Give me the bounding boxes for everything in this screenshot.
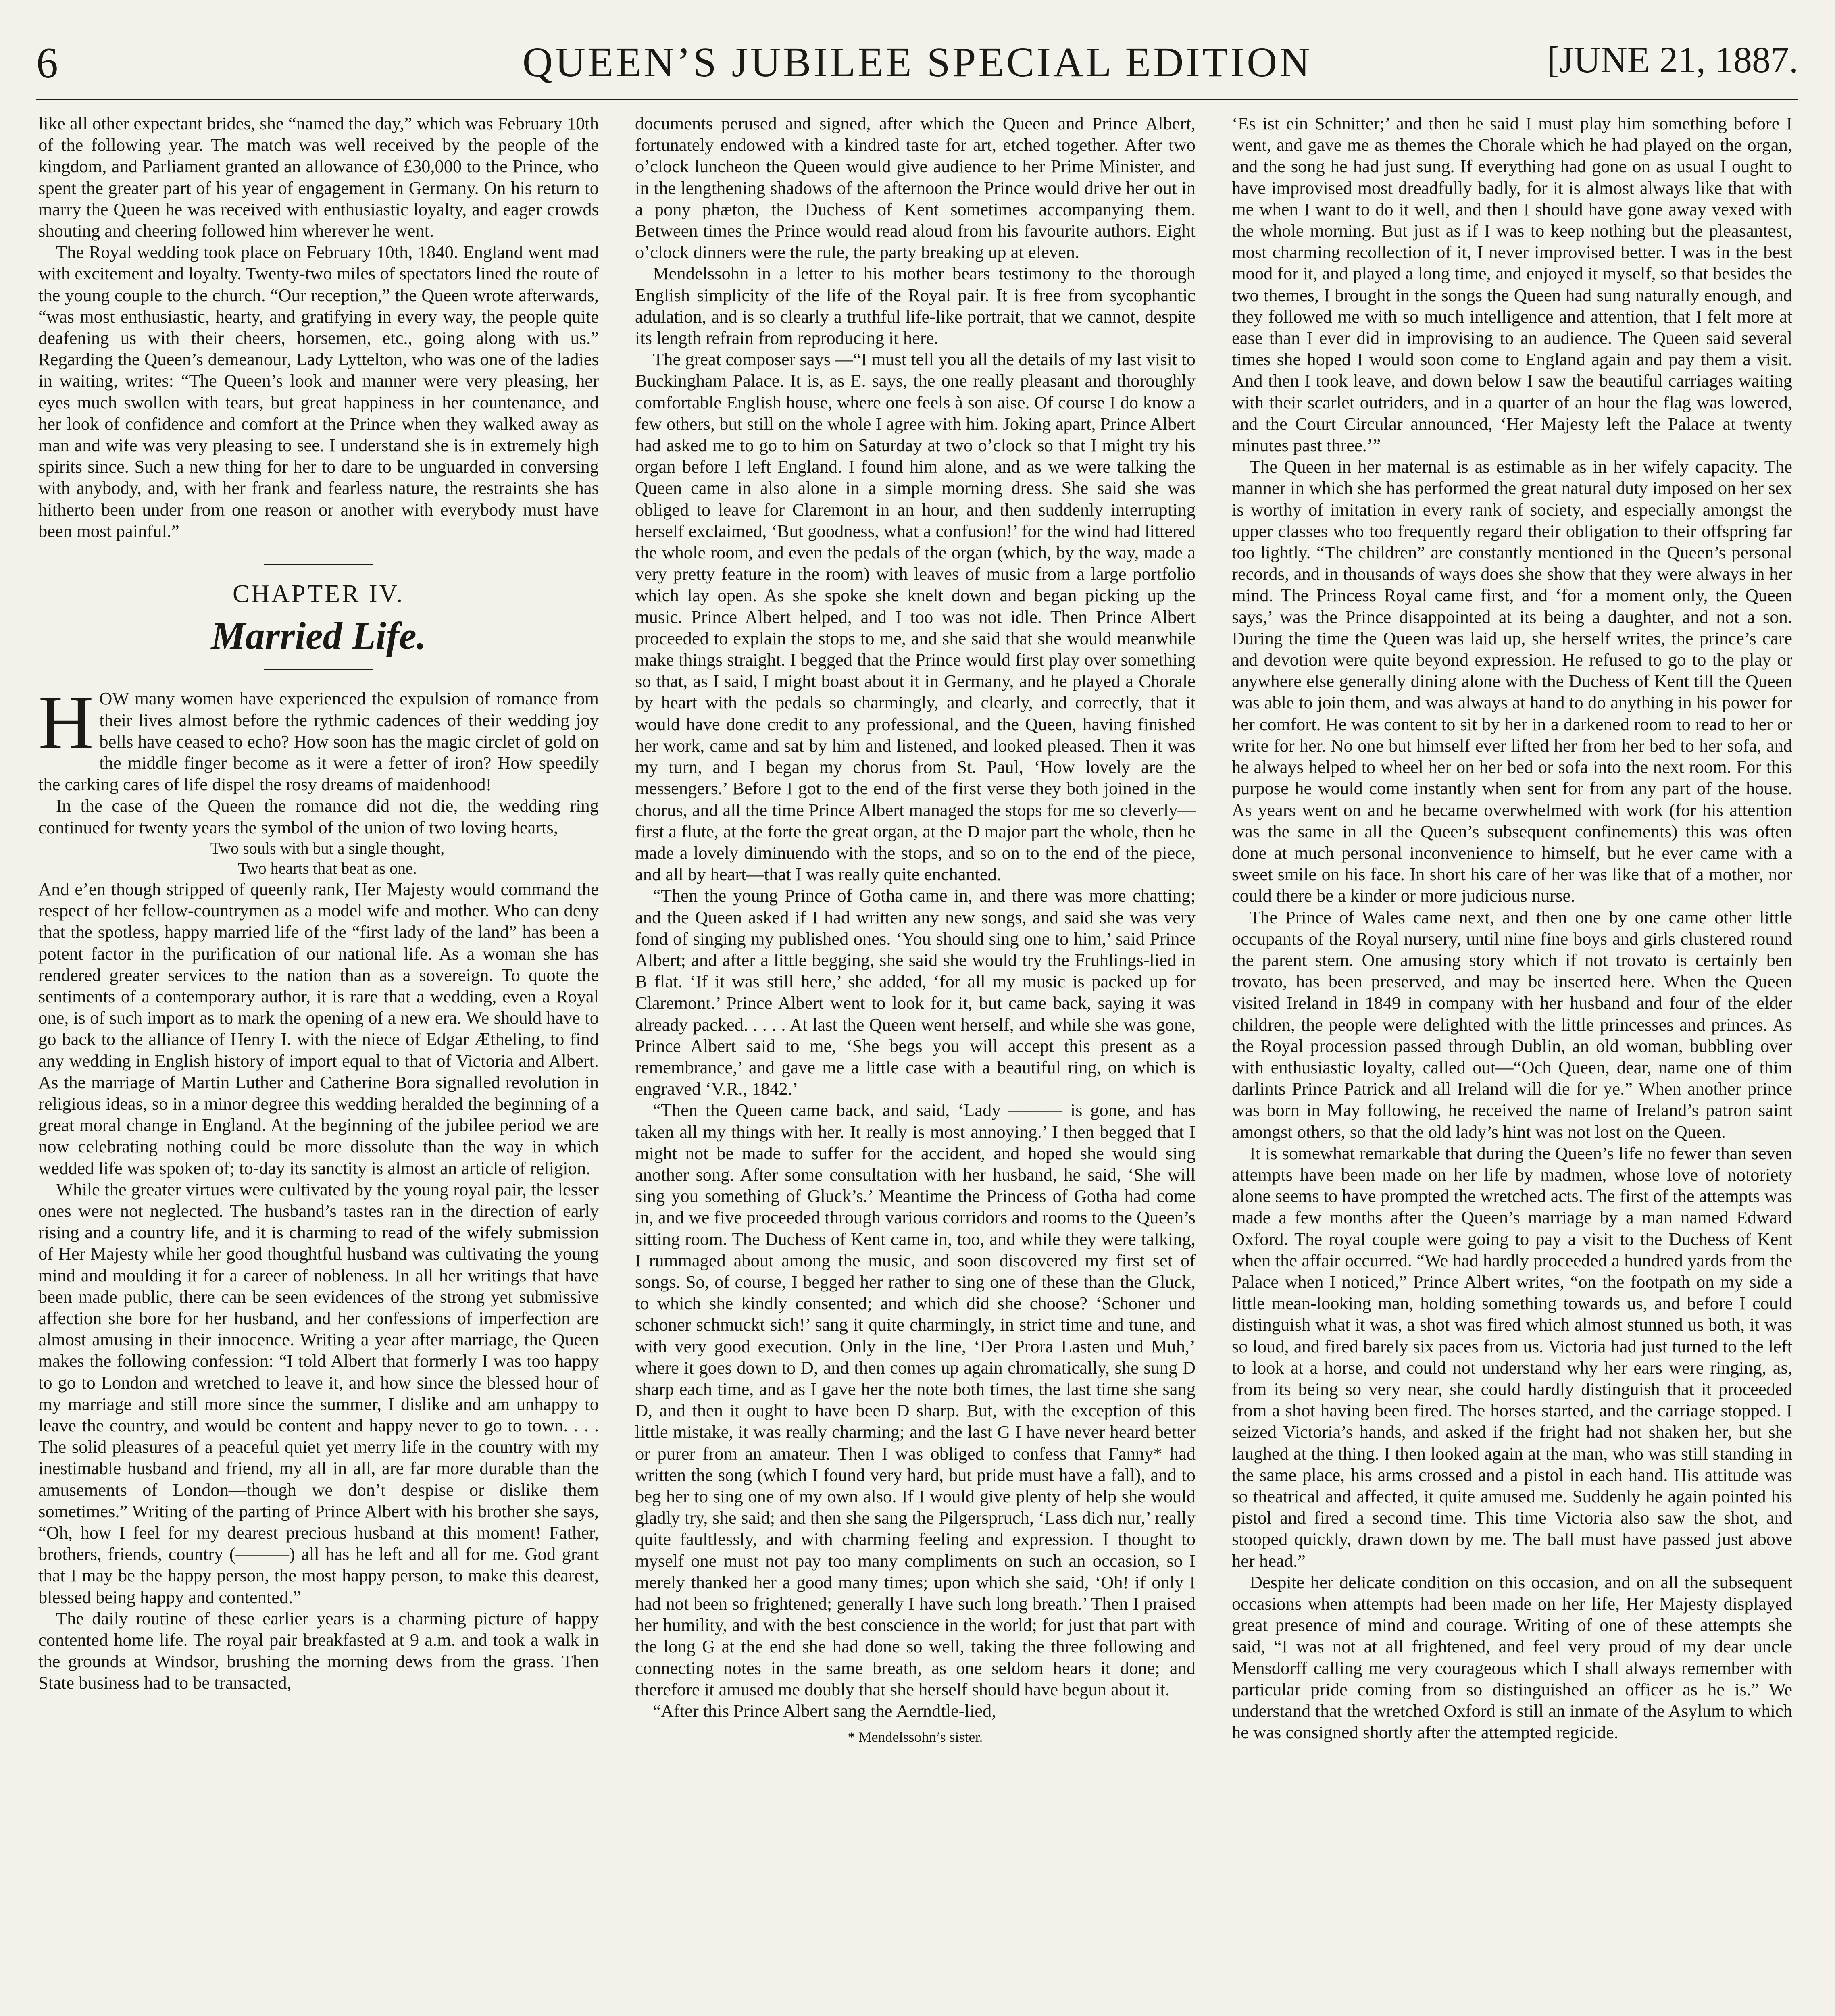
paragraph: Despite her delicate condition on this occasion, and on all the subsequent occasions when attempts had been made on her life, Her Majesty displayed great presence of mind and courage. Writing of one of these attempts she said, “I was not at all frightened, and feel very proud of my dear uncle Mensdorff calling me very courageous which I shall always remember with particular pride coming from so distinguished an officer as he is.” We understand that the wretched Oxford is still an inmate of the Asylum to which he was consigned shortly after the attempted regicide. xyxy=(1232,1572,1792,1743)
column-1 xyxy=(38,113,599,2016)
paragraph: “Then the Queen came back, and said, ‘Lady ——— is gone, and has taken all my things with her. It really is most annoying.’ I then begged that I might not be made to suffer for the accident, and hoped she would sing another song. After some consultation with her husband, he said, ‘She will sing you something of Gluck’s.’ Meantime the Princess of Gotha had come in, and we five proceeded through various corridors and rooms to the Queen’s sitting room. The Duchess of Kent came in, too, and while they were talking, I rummaged about among the music, and soon discovered my first set of songs. So, of course, I begged her rather to sing one of these than the Gluck, to which she kindly consented; and which did she choose? ‘Schoner und schoner schmuckt sich!’ sang it quite charmingly, in strict time and tune, and with very good execution. Only in the line, ‘Der Prora Lasten und Muh,’ where it goes down to D, and then comes up again chromatically, she sung D sharp each time, and as I gave her the note both times, the last time she sang D, and then it ought to have been D sharp. But, with the exception of this little mistake, it was really charming; and the last G I have never heard better or purer from an amateur. Then I was obliged to confess that Fanny* had written the song (which I found very hard, but pride must have a fall), and to beg her to sing one of my own also. If I would give plenty of help she would gladly try, she said; and then she sang the Pilgerspruch, ‘Lass dich nur,’ really quite faultlessly, and with charming feeling and expression. I thought to myself one must not pay too many compliments on such an occasion, so I merely thanked her a good many times; upon which she said, ‘Oh! if only I had not been so frightened; generally I have such long breath.’ Then I praised her humility, and with the best conscience in the world; for just that part with the long G at the end she had done so well, taking the three following and connecting notes in the same breath, as one seldom hears it done; and therefore it amused me doubly that she herself should have begun about it. xyxy=(635,1100,1196,1699)
paragraph: The Queen in her maternal is as estimable as in her wifely capacity. The manner in which she has performed the great natural duty imposed on her sex is worthy of imitation in every rank of society, and especially amongst the upper classes who too frequently regard their obligation to their offspring far too lightly. “The children” are constantly mentioned in the Queen’s personal records, and in thousands of ways does she show that they were always in her mind. The Princess Royal came first, and ‘for a moment only, the Queen says,’ was the Prince disappointed at its being a daughter, and not a son. During the time the Queen was laid up, she herself writes, the prince’s care and devotion were quite beyond expression. He refused to go to the play or anywhere else generally dining alone with the Duchess of Kent till the Queen was able to join them, and was always at hand to do anything in his power for her comfort. He was content to sit by her in a darkened room to read to her or write for her. No one but himself ever lifted her from her bed to her sofa, and he always helped to wheel her on her bed or sofa into the next room. For this purpose he would come instantly when sent for from any part of the house. As years went on and he became overwhelmed with work (for his attention was the same in all the Queen’s subsequent confinements) this was often done at much personal inconvenience to himself, but he ever came with a sweet smile on his face. In short his care of her was like that of a mother, nor could there be a kinder or more judicious nurse. xyxy=(1232,456,1792,906)
paragraph: ‘Es ist ein Schnitter;’ and then he said I must play him something before I went, and gave me as themes the Chorale which he had played on the organ, and the song he had just sung. If everything had gone on as usual I ought to have improvised most dreadfully badly, for it is almost always like that with me when I want to do it well, and then I should have gone away vexed with the whole morning. But just as if I was to keep nothing but the pleasantest, most charming recollection of it, I never improvised better. I was in the best mood for it, and played a long time, and enjoyed it myself, so that besides the two themes, I brought in the songs the Queen had sung naturally enough, and they followed me with so much intelligence and attention, that I felt more at ease than I ever did in improvising to an audience. The Queen said several times she hoped I would soon come to England again and pay them a visit. And then I took leave, and down below I saw the beautiful carriages waiting with their scarlet outriders, and in a quarter of an hour the flag was lowered, and the Court Circular announced, ‘Her Majesty left the Palace at twenty minutes past three.’” xyxy=(1232,113,1792,456)
paragraph: It is somewhat remarkable that during the Queen’s life no fewer than seven attempts have been made on her life by madmen, whose love of notoriety alone seems to have prompted the wretched acts. The first of the attempts was made a few months after the Queen’s marriage by a man named Edward Oxford. The royal couple were going to pay a visit to the Duchess of Kent when the affair occurred. “We had hardly proceeded a hundred yards from the Palace when I noticed,” Prince Albert writes, “on the footpath on my side a little mean-looking man, holding something towards us, and before I could distinguish what it was, a shot was fired which almost stunned us both, it was so loud, and fired barely six paces from us. Victoria had just turned to the left to look at a horse, and could not understand why her ears were ringing, as, from its being so very near, she could hardly distinguish that it proceeded from a shot having been fired. The horses started, and the carriage stopped. I seized Victoria’s hands, and asked if the fright had not shaken her, but she laughed at the thing. I then looked again at the man, who was still standing in the same place, his arms crossed and a pistol in each hand. His attitude was so theatrical and affected, it quite amused me. Suddenly he again pointed his pistol and fired a second time. This time Victoria also saw the shot, and stooped quickly, drawn down by me. The ball must have passed just above her head.” xyxy=(1232,1143,1792,1571)
paragraph: The daily routine of these earlier years is a charming picture of happy contented home life. The royal pair breakfasted at 9 a.m. and took a walk in the grounds at Windsor, brushing the morning dews from the grass. Then State business had to be transacted, xyxy=(38,1608,599,1693)
paragraph: “Then the young Prince of Gotha came in, and there was more chatting; and the Queen asked if I had written any new songs, and said she was very fond of singing my published ones. ‘You should sing one to him,’ said Prince Albert; and after a little begging, she said she would try the Fruhlings-lied in B flat. ‘If it was still here,’ she added, ‘for all my music is packed up for Claremont.’ Prince Albert went to look for it, but came back, saying it was already packed. . . . . At last the Queen went herself, and while she was gone, Prince Albert said to me, ‘She begs you will accept this present as a remembrance,’ and gave me a little case with a beautiful ring, on which is engraved ‘V.R., 1842.’ xyxy=(635,885,1196,1099)
chapter-heading: CHAPTER IV. xyxy=(233,580,404,608)
issue-date: [JUNE 21, 1887. xyxy=(1547,39,1798,80)
column-2 xyxy=(635,113,1196,2016)
paragraph: documents perused and signed, after which the Queen and Prince Albert, fortunately endowed with a kindred taste for art, etched together. After two o’clock luncheon the Queen would give audience to her Prime Minister, and in the lengthening shadows of the afternoon the Prince would drive her out in a pony phæton, the Duchess of Kent sometimes accompanying them. Between times the Prince would read aloud from his favourite authors. Eight o’clock dinners were the rule, the party breaking up at eleven. xyxy=(635,113,1196,262)
paragraph: The Prince of Wales came next, and then one by one came other little occupants of the Royal nursery, until nine fine boys and girls clustered round the parent stem. One amusing story which if not trovato is certainly ben trovato, has been preserved, and may be inserted here. When the Queen visited Ireland in 1849 in company with her husband and four of the elder children, the people were delighted with the little princesses and princes. As the Royal procession passed through Dublin, an old woman, bubbling over with enthusiastic loyalty, called out—“Och Queen, dear, name one of thim darlints Prince Patrick and all Ireland will die for ye.” When another prince was born in May following, he received the name of Ireland’s patron saint amongst others, so that the old lady’s hint was not lost on the Queen. xyxy=(1232,907,1792,1142)
intro-paragraph xyxy=(38,680,599,795)
paragraph: The Royal wedding took place on February 10th, 1840. England went mad with excitement and loyalty. Twenty-two miles of spectators lined the route of the young couple to the church. “Our reception,” the Queen wrote afterwards, “was most enthusiastic, hearty, and gratifying in every way, the people quite deafening us with their cheers, horsemen, etc., going along with us.” Regarding the Queen’s demeanour, Lady Lyttelton, who was one of the ladies in waiting, writes: “The Queen’s look and manner were very pleasing, her eyes much swollen with tears, but great happiness in her countenance, and her look of confidence and comfort at the Prince when they walked away as man and wife was very pleasing to see. I understand she is in extremely high spirits since. Such a new thing for her to dare to be unguarded in conversing with anybody, and, with her frank and fearless nature, the restraints she has hitherto been under from one reason or another with everybody must have been most painful.” xyxy=(38,242,599,541)
paragraph: Mendelssohn in a letter to his mother bears testimony to the thorough English simplicity of the life of the Royal pair. It is free from sycophantic adulation, and is so clearly a truthful life-like portrait, that we cannot, despite its length refrain from reproducing it here. xyxy=(635,263,1196,348)
column-3 xyxy=(1232,113,1792,2016)
paragraph: And e’en though stripped of queenly rank, Her Majesty would command the respect of her fellow-countrymen as a model wife and mother. Who can deny that the spotless, happy married life of the “first lady of the land” has been a potent factor in the purification of our national life. As a woman she has rendered greater services to the nation than as a sovereign. To quote the sentiments of a contemporary author, it is rare that a wedding, even a Royal one, is of such import as to mark the opening of a new era. We should have to go back to the alliance of Henry I. with the niece of Edgar Ætheling, to find any wedding in English history of import equal to that of Victoria and Albert. As the marriage of Martin Luther and Catherine Bora signalled revolution in religious ideas, so in a minor degree this wedding heralded the beginning of a great moral change in England. At the beginning of the jubilee period we are now celebrating nothing could be more dissolute than the way in which wedded life was spoken of; to-day its sanctity is almost an article of religion. xyxy=(38,879,599,1178)
intro-text: OW many women have experienced the expulsion of romance from their lives almost before the rythmic cadences of their wedding joy bells have ceased to echo? How soon has the magic circlet of gold on the middle finger become as it were a fetter of iron? How speedily the carking cares of life dispel the rosy dreams of maidenhood! xyxy=(38,688,599,795)
running-header xyxy=(36,38,1798,95)
paragraph: “After this Prince Albert sang the Aerndtle-lied, xyxy=(653,1701,996,1721)
verse-line: Two souls with but a single thought, xyxy=(210,839,445,857)
drop-cap: H xyxy=(38,680,94,765)
paragraph: The great composer says —“I must tell you all the details of my last visit to Buckingham Palace. It is, as E. says, the one really pleasant and thoroughly comfortable English house, where one feels à son aise. Of course I do know a few others, but still on the whole I agree with him. Joking apart, Prince Albert had asked me to go to him on Saturday at two o’clock so that I might try his organ before I left England. I found him alone, and as we were talking the Queen came in also alone in a simple morning dress. She said she was obliged to leave for Claremont in an hour, and then suddenly interrupting herself exclaimed, ‘But goodness, what a confusion!’ for the wind had littered the whole room, and even the pedals of the organ (which, by the way, made a very pretty feature in the room) with leaves of music from a large portfolio which lay open. As she spoke she knelt down and began picking up the music. Prince Albert helped, and I too was not idle. Then Prince Albert proceeded to explain the stops to me, and she said that she would meanwhile make things straight. I begged that the Prince would first play over something so that, as I said, I might boast about it in Germany, and he played a Chorale by heart with the pedals so charmingly, and clearly, and correctly, that it would have done credit to any professional, and the Queen, having finished her work, came and sat by him and listened, and looked pleased. Then it was my turn, and I began my chorus from St. Paul, ‘How lovely are the messengers.’ Before I got to the end of the first verse they both joined in the chorus, and all the time Prince Albert managed the stops for me so cleverly—first a flute, at the forte the great organ, at the D major part the whole, then he made a lovely diminuendo with the stops, and so on to the end of the piece, and all by heart—that I was really quite enchanted. xyxy=(635,349,1196,885)
section-divider xyxy=(264,564,373,565)
paragraph: like all other expectant brides, she “named the day,” which was February 10th of the following year. The match was well received by the people of the kingdom, and Parliament granted an allowance of £30,000 to the Prince, who spent the greater part of his year of engagement in Germany. On his return to marry the Queen he was received with enthusiastic loyalty, and eager crowds shouting and cheering followed him wherever he went. xyxy=(38,113,599,241)
section-divider xyxy=(264,669,373,670)
header-rule xyxy=(36,99,1798,100)
page-number: 6 xyxy=(36,39,58,87)
verse-line: Two hearts that beat as one. xyxy=(238,859,417,877)
chapter-title: Married Life. xyxy=(211,614,426,658)
paragraph: While the greater virtues were cultivated by the young royal pair, the lesser ones were not neglected. The husband’s tastes ran in the direction of early rising and a country life, and it is charming to read of the wifely submission of Her Majesty while her good thoughtful husband was cultivating the young mind and moulding it for a career of nobleness. In all her writings that have been made public, there can be seen evidences of the strong yet submissive affection she bore for her husband, and her confessions of imperfection are almost amusing in their innocence. Writing a year after marriage, the Queen makes the following confession: “I told Albert that formerly I was too happy to go to London and wretched to leave it, and how since the blessed hour of my marriage and still more since the summer, I dislike and am unhappy to leave the country, and would be content and happy never to go to town. . . . The solid pleasures of a peaceful quiet yet merry life in the country with my inestimable husband and friend, my all in all, are far more durable than the amusements of London—though we don’t despise or dislike them sometimes.” Writing of the parting of Prince Albert with his brother she says, “Oh, how I feel for my dearest precious husband at this moment! Father, brothers, friends, country (———) all has he left and all for me. God grant that I may be the happy person, the most happy person, to make this dearest, blessed being happy and contented.” xyxy=(38,1179,599,1607)
paragraph: In the case of the Queen the romance did not die, the wedding ring continued for twenty years the symbol of the union of two loving hearts, xyxy=(38,796,599,837)
publication-title: QUEEN’S JUBILEE SPECIAL EDITION xyxy=(522,39,1312,85)
footnote: * Mendelssohn’s sister. xyxy=(848,1729,983,1745)
